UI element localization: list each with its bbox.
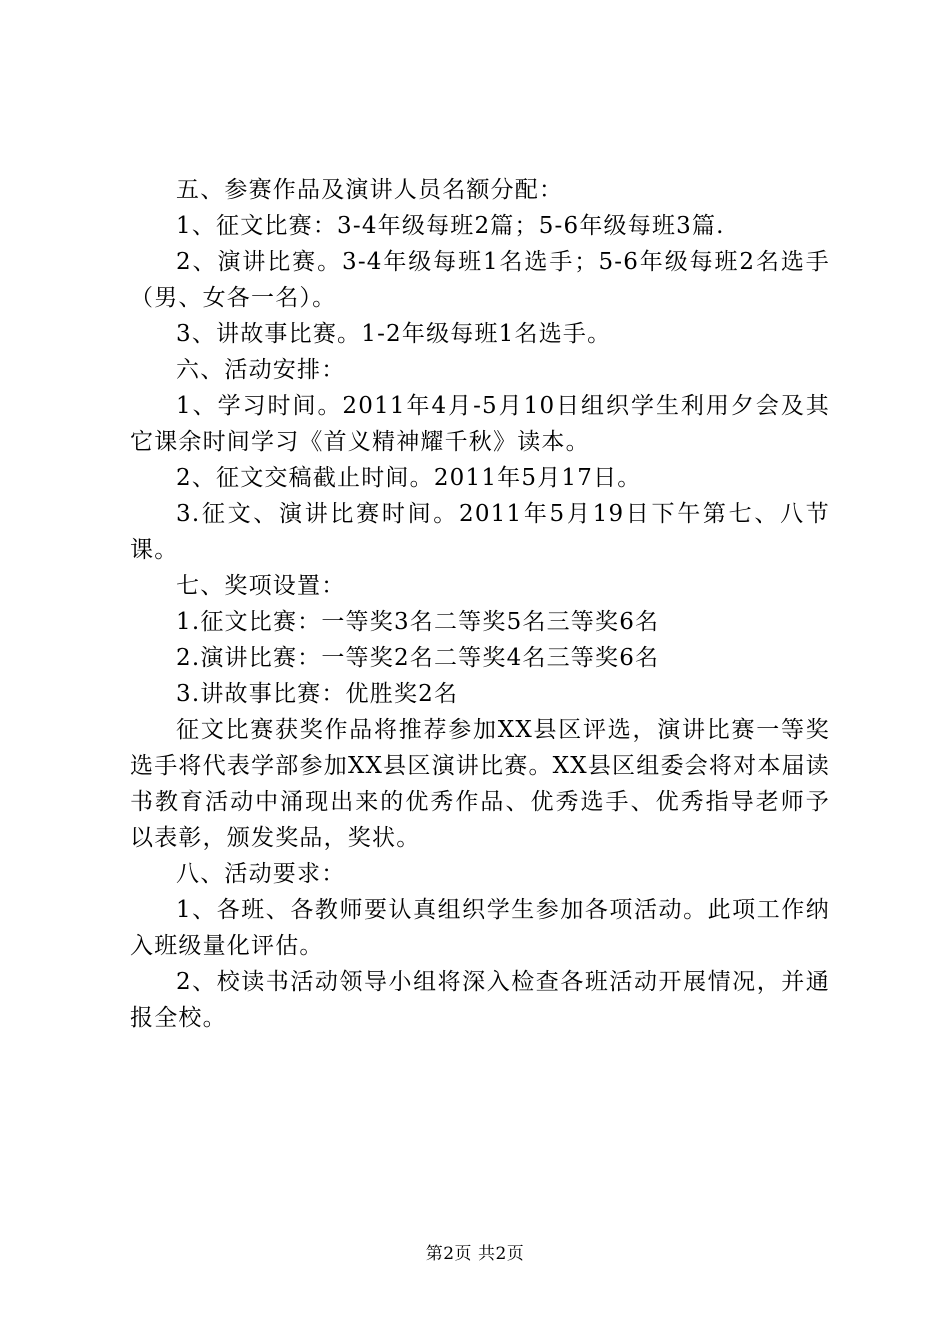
section-heading-six: 六、活动安排：	[176, 357, 346, 383]
page-number-footer: 第2页 共2页	[425, 1244, 525, 1264]
paragraph-speech-awards: 2.演讲比赛：一等奖2名二等奖4名三等奖6名	[176, 645, 660, 671]
document-body	[130, 172, 830, 1036]
paragraph-speech-quota: 2、演讲比赛。3-4年级每班1名选手；5-6年级每班2名选手（男、女各一名）。	[130, 249, 830, 311]
section-heading-eight: 八、活动要求：	[176, 861, 346, 887]
paragraph-requirement-one: 1、各班、各教师要认真组织学生参加各项活动。此项工作纳入班级量化评估。	[130, 897, 830, 959]
paragraph-contest-time: 3.征文、演讲比赛时间。2011年5月19日下午第七、八节课。	[130, 501, 830, 563]
paragraph-award-notes: 征文比赛获奖作品将推荐参加XX县区评选，演讲比赛一等奖选手将代表学部参加XX县区演讲比赛。XX县区组委会将对本届读书教育活动中涌现出来的优秀作品、优秀选手、优秀指导老师予以表彰，颁发奖品，奖状。	[130, 717, 830, 851]
paragraph-essay-awards: 1.征文比赛：一等奖3名二等奖5名三等奖6名	[176, 609, 660, 635]
paragraph-essay-deadline: 2、征文交稿截止时间。2011年5月17日。	[176, 465, 642, 491]
paragraph-study-time: 1、学习时间。2011年4月-5月10日组织学生利用夕会及其它课余时间学习《首义精神耀千秋》读本。	[130, 393, 830, 455]
paragraph-story-awards: 3.讲故事比赛：优胜奖2名	[176, 681, 459, 707]
section-heading-five: 五、参赛作品及演讲人员名额分配：	[176, 177, 564, 203]
section-heading-seven: 七、奖项设置：	[176, 573, 346, 599]
paragraph-essay-quota: 1、征文比赛：3-4年级每班2篇；5-6年级每班3篇.	[176, 213, 725, 239]
paragraph-story-quota: 3、讲故事比赛。1-2年级每班1名选手。	[176, 321, 612, 347]
paragraph-requirement-two: 2、校读书活动领导小组将深入检查各班活动开展情况，并通报全校。	[130, 969, 830, 1031]
